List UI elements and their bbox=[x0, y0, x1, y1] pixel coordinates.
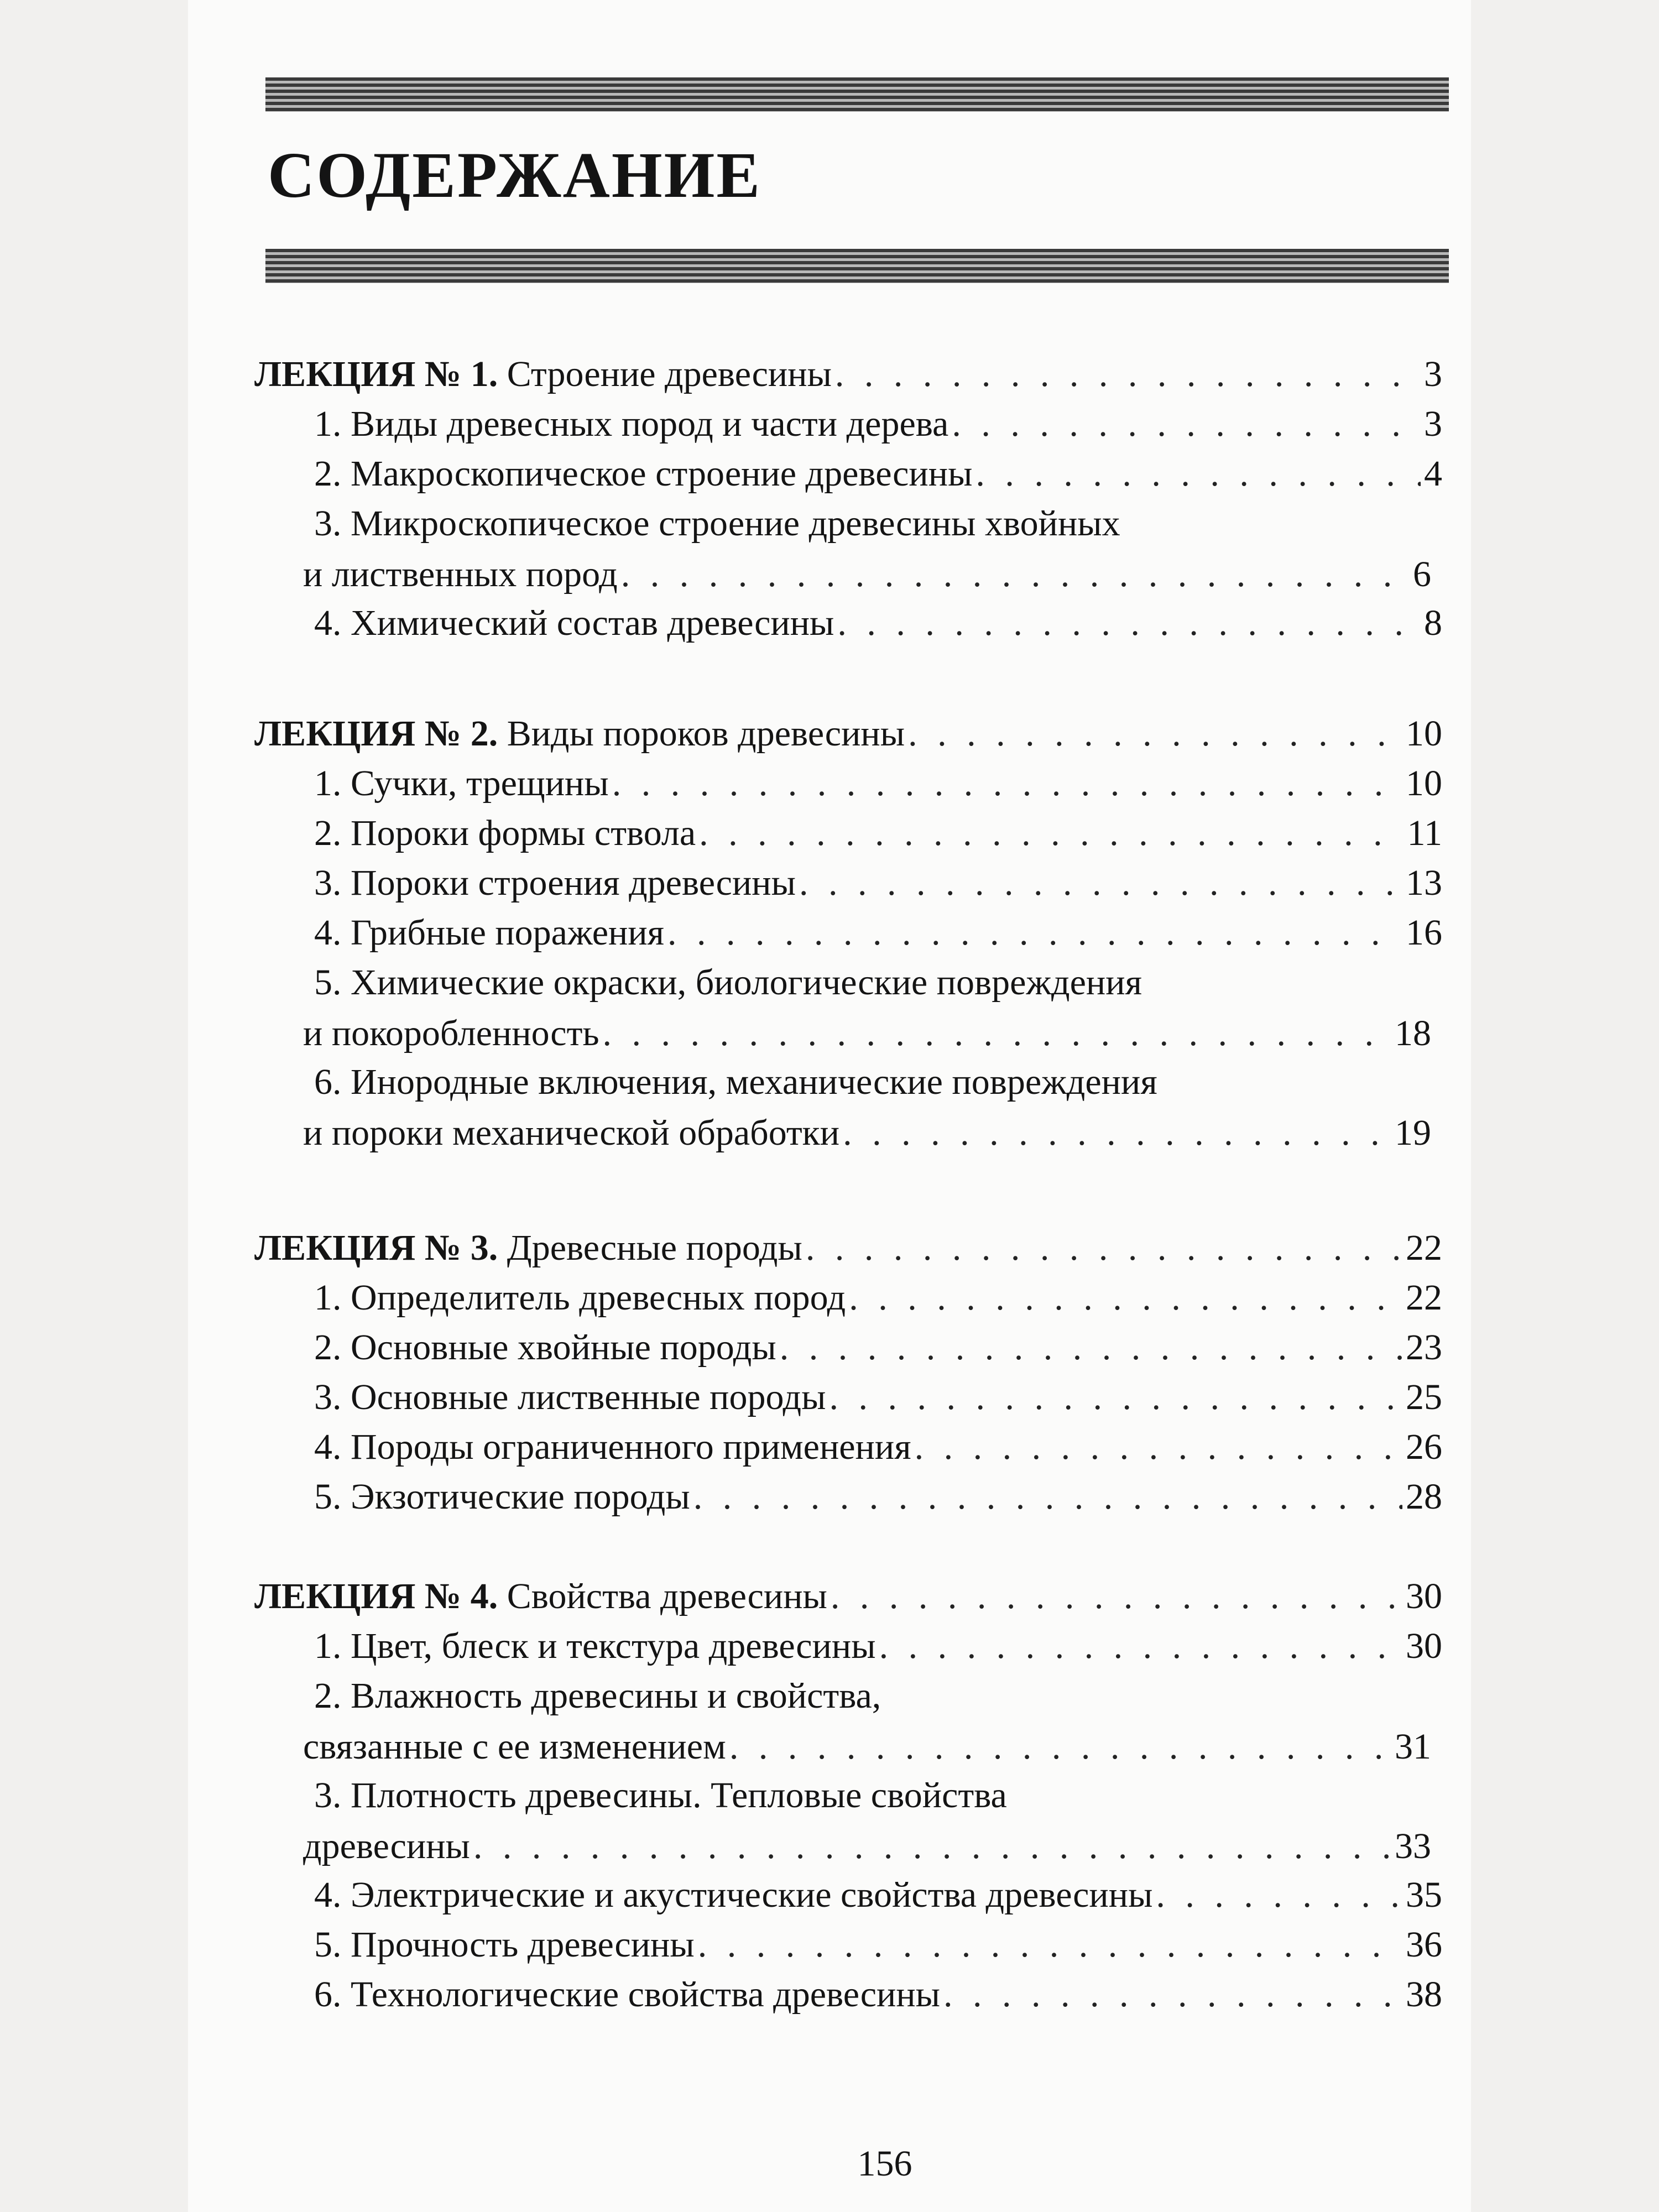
toc-section-entry bbox=[314, 804, 1442, 852]
toc-section-entry bbox=[314, 1916, 1442, 1963]
toc-page-number: 28 bbox=[1406, 1477, 1442, 1517]
toc-page-number: 3 bbox=[1424, 404, 1442, 444]
toc-page-number: 33 bbox=[1395, 1826, 1431, 1866]
toc-page-number: 8 bbox=[1424, 603, 1442, 643]
toc-page-number: 10 bbox=[1406, 763, 1442, 804]
toc-section-title: 3. Основные лиственные породы bbox=[314, 1377, 826, 1417]
toc-section-entry bbox=[314, 494, 1442, 542]
toc-lecture-entry bbox=[254, 1219, 1442, 1266]
dot-leader bbox=[612, 765, 1402, 802]
toc-section-entry bbox=[303, 545, 1431, 593]
dot-leader bbox=[908, 716, 1402, 752]
toc-section-entry bbox=[314, 1418, 1442, 1465]
toc-page-number: 36 bbox=[1406, 1924, 1442, 1965]
dot-leader bbox=[603, 1015, 1391, 1052]
toc-section-entry bbox=[314, 754, 1442, 802]
toc-section-title: 3. Микроскопическое строение древесины хвойных bbox=[314, 503, 1120, 544]
toc-page-number: 38 bbox=[1406, 1974, 1442, 2015]
dot-leader bbox=[915, 1429, 1402, 1465]
toc-page-number: 31 bbox=[1395, 1726, 1431, 1767]
toc-section-entry bbox=[303, 1004, 1431, 1052]
toc-section-title: 2. Влажность древесины и свойства, bbox=[314, 1676, 881, 1716]
toc-page-number: 13 bbox=[1406, 863, 1442, 903]
toc-lecture-heading bbox=[254, 356, 832, 393]
lecture-number: ЛЕКЦИЯ № 1. bbox=[254, 354, 498, 394]
lecture-title: Виды пороков древесины bbox=[507, 713, 905, 754]
toc-page-number: 26 bbox=[1406, 1427, 1442, 1467]
toc-section-entry bbox=[314, 1468, 1442, 1515]
toc-section-entry bbox=[303, 1817, 1431, 1865]
lecture-number: ЛЕКЦИЯ № 2. bbox=[254, 713, 498, 754]
toc-section-title: и пороки механической обработки bbox=[303, 1113, 840, 1153]
toc-section-title: и покоробленность bbox=[303, 1013, 599, 1053]
toc-section-entry bbox=[314, 594, 1442, 641]
dot-leader bbox=[806, 1230, 1402, 1266]
lecture-title: Строение древесины bbox=[507, 354, 832, 394]
dot-leader bbox=[975, 456, 1421, 492]
toc-section-title: 4. Химический состав древесины bbox=[314, 603, 834, 643]
dot-leader bbox=[829, 1379, 1402, 1416]
dot-leader bbox=[837, 605, 1421, 641]
dot-leader bbox=[849, 1280, 1402, 1316]
toc-section-title: связанные с ее изменением bbox=[303, 1726, 726, 1767]
toc-section-entry bbox=[314, 1269, 1442, 1316]
toc-page-number: 22 bbox=[1406, 1277, 1442, 1318]
toc-section-title: 4. Породы ограниченного применения bbox=[314, 1427, 911, 1467]
toc-section-entry bbox=[303, 1104, 1431, 1151]
dot-leader bbox=[835, 356, 1421, 393]
toc-section-entry bbox=[314, 904, 1442, 951]
toc-section-title: 1. Сучки, трещины bbox=[314, 763, 609, 804]
toc-lecture-entry bbox=[254, 1567, 1442, 1615]
toc-section-title: 5. Химические окраски, биологические повреждения bbox=[314, 962, 1142, 1003]
toc-section-entry bbox=[314, 1766, 1442, 1814]
page-title: СОДЕРЖАНИЕ bbox=[268, 139, 762, 211]
toc-lecture-entry bbox=[254, 705, 1442, 752]
toc-section-title: 6. Технологические свойства древесины bbox=[314, 1974, 941, 2015]
lecture-number: ЛЕКЦИЯ № 4. bbox=[254, 1576, 498, 1616]
lecture-number: ЛЕКЦИЯ № 3. bbox=[254, 1228, 498, 1268]
lecture-title: Древесные породы bbox=[507, 1228, 802, 1268]
toc-section-entry bbox=[303, 1718, 1431, 1765]
dot-leader bbox=[473, 1828, 1391, 1865]
toc-page-number: 22 bbox=[1406, 1228, 1442, 1268]
toc-section-title: 5. Экзотические породы bbox=[314, 1477, 690, 1517]
dot-leader bbox=[698, 1927, 1402, 1963]
toc-page-number: 30 bbox=[1406, 1626, 1442, 1666]
toc-section-title: древесины bbox=[303, 1826, 470, 1866]
toc-page-number: 11 bbox=[1407, 813, 1442, 853]
toc-page-number: 25 bbox=[1406, 1377, 1442, 1417]
dot-leader bbox=[799, 865, 1402, 901]
toc-page-number: 6 bbox=[1413, 554, 1431, 594]
toc-page-number: 30 bbox=[1406, 1576, 1442, 1616]
page-number: 156 bbox=[857, 2143, 912, 2184]
dot-leader bbox=[780, 1329, 1402, 1366]
toc-section-title: 3. Пороки строения древесины bbox=[314, 863, 796, 903]
toc-page-number: 3 bbox=[1424, 354, 1442, 394]
toc-section-entry bbox=[314, 1318, 1442, 1366]
dot-leader bbox=[693, 1479, 1402, 1515]
toc-section-title: 6. Инородные включения, механические повреждения bbox=[314, 1062, 1157, 1102]
toc-lecture-heading bbox=[254, 713, 905, 754]
toc-section-title: 4. Грибные поражения bbox=[314, 912, 664, 953]
dot-leader bbox=[729, 1729, 1391, 1765]
toc-section-title: 4. Электрические и акустические свойства древесины bbox=[314, 1875, 1153, 1915]
dot-leader bbox=[943, 1976, 1402, 2013]
toc-section-entry bbox=[314, 953, 1442, 1001]
toc-page-number: 16 bbox=[1406, 912, 1442, 953]
toc-page-number: 18 bbox=[1395, 1013, 1431, 1053]
toc-section-title: 1. Виды древесных пород и части дерева bbox=[314, 404, 949, 444]
dot-leader bbox=[879, 1628, 1402, 1665]
toc-lecture-heading bbox=[254, 1230, 802, 1266]
dot-leader bbox=[831, 1578, 1402, 1615]
toc-lecture-entry bbox=[254, 345, 1442, 393]
toc-page-number: 23 bbox=[1406, 1327, 1442, 1368]
lecture-title: Свойства древесины bbox=[507, 1576, 827, 1616]
toc-section-entry bbox=[314, 445, 1442, 492]
toc-section-entry bbox=[314, 395, 1442, 442]
dot-leader bbox=[843, 1115, 1391, 1151]
dot-leader bbox=[952, 406, 1421, 442]
toc-section-title: 3. Плотность древесины. Тепловые свойства bbox=[314, 1775, 1007, 1815]
toc-section-title: 1. Цвет, блеск и текстура древесины bbox=[314, 1626, 876, 1666]
dot-leader bbox=[699, 815, 1404, 852]
toc-section-title: 1. Определитель древесных пород bbox=[314, 1277, 846, 1318]
toc-section-entry bbox=[314, 1053, 1442, 1100]
toc-section-title: 5. Прочность древесины bbox=[314, 1924, 695, 1965]
toc-page-number: 19 bbox=[1395, 1113, 1431, 1153]
toc-section-title: 2. Основные хвойные породы bbox=[314, 1327, 776, 1368]
toc-section-entry bbox=[314, 1617, 1442, 1665]
toc-lecture-heading bbox=[254, 1578, 827, 1615]
toc-page-number: 4 bbox=[1424, 453, 1442, 494]
dot-leader bbox=[1156, 1877, 1402, 1913]
toc-section-entry bbox=[314, 854, 1442, 901]
toc-page-number: 35 bbox=[1406, 1875, 1442, 1915]
dot-leader bbox=[667, 915, 1402, 951]
toc-section-entry bbox=[314, 1866, 1442, 1913]
toc-section-entry bbox=[314, 1368, 1442, 1416]
toc-section-title: и лиственных пород bbox=[303, 554, 618, 594]
dot-leader bbox=[621, 556, 1410, 593]
toc-section-entry bbox=[314, 1667, 1442, 1714]
toc-section-title: 2. Макроскопическое строение древесины bbox=[314, 453, 973, 494]
toc-section-entry bbox=[314, 1965, 1442, 2013]
toc-section-title: 2. Пороки формы ствола bbox=[314, 813, 696, 853]
toc-page-number: 10 bbox=[1406, 713, 1442, 754]
